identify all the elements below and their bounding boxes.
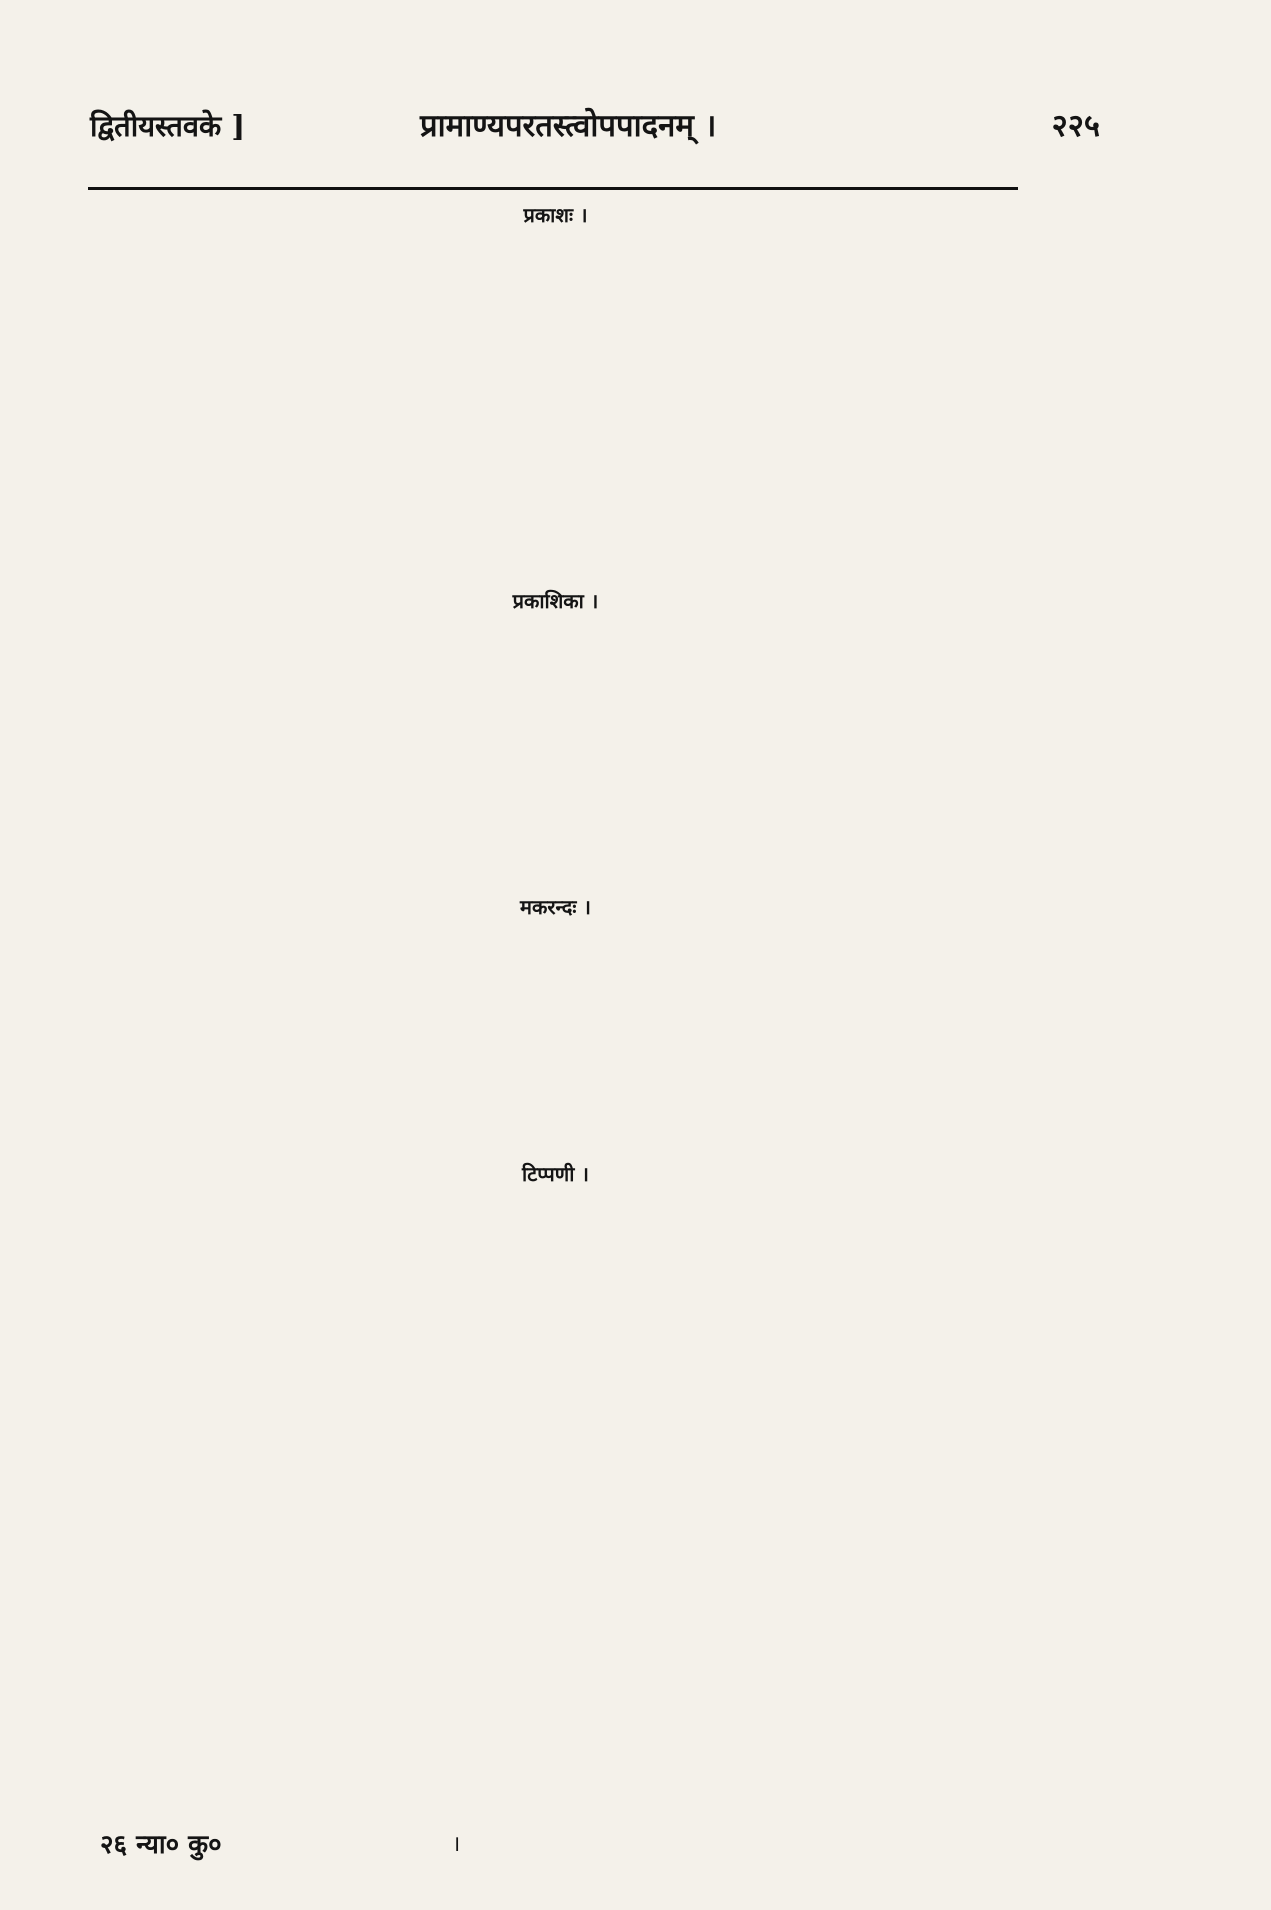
text-body	[88, 200, 1023, 1703]
text-line	[88, 1584, 1023, 1624]
section-heading: मकरन्दः ।	[520, 895, 591, 919]
text-line	[88, 546, 1023, 586]
text-line	[88, 853, 1023, 893]
header-rule	[88, 187, 1018, 190]
text-line	[88, 1624, 1023, 1664]
text-line	[88, 1120, 1023, 1160]
text-line	[88, 1268, 1023, 1308]
section-heading: प्रकाशिका ।	[512, 588, 599, 613]
text-line	[88, 1505, 1023, 1545]
text-line	[88, 1001, 1023, 1041]
page-title: प्रामाण्यपरतस्त्वोपपादनम् ।	[420, 108, 717, 144]
text-line	[88, 1426, 1023, 1466]
text-line	[88, 1041, 1023, 1081]
text-line	[88, 1189, 1023, 1229]
text-line	[88, 655, 1023, 695]
text-line	[88, 962, 1023, 1002]
text-line	[88, 428, 1023, 468]
footer-danda: ।	[452, 1832, 461, 1857]
running-header	[90, 88, 1100, 148]
text-line	[88, 1387, 1023, 1427]
text-line	[88, 616, 1023, 656]
text-line	[88, 230, 1023, 270]
text-line	[88, 270, 1023, 310]
text-line	[88, 507, 1023, 547]
text-line	[88, 774, 1023, 814]
text-line	[88, 1347, 1023, 1387]
text-line	[88, 922, 1023, 962]
text-line	[88, 813, 1023, 853]
text-line	[88, 309, 1023, 349]
chapter-label: द्वितीयस्तवके ]	[90, 109, 246, 143]
text-line	[88, 695, 1023, 735]
section-heading: टिप्पणी ।	[522, 1162, 589, 1186]
text-line	[88, 734, 1023, 774]
text-line	[88, 1466, 1023, 1506]
text-line	[88, 467, 1023, 507]
text-line	[88, 349, 1023, 389]
signature-mark: २६ न्या० कु०	[100, 1830, 222, 1860]
text-line	[88, 1663, 1023, 1703]
page-number: २२५	[1051, 108, 1100, 144]
text-line	[88, 1308, 1023, 1348]
text-line	[88, 1080, 1023, 1120]
text-line	[88, 388, 1023, 428]
text-line	[88, 1229, 1023, 1269]
text-line	[88, 1545, 1023, 1585]
section-heading: प्रकाशः ।	[523, 203, 588, 227]
